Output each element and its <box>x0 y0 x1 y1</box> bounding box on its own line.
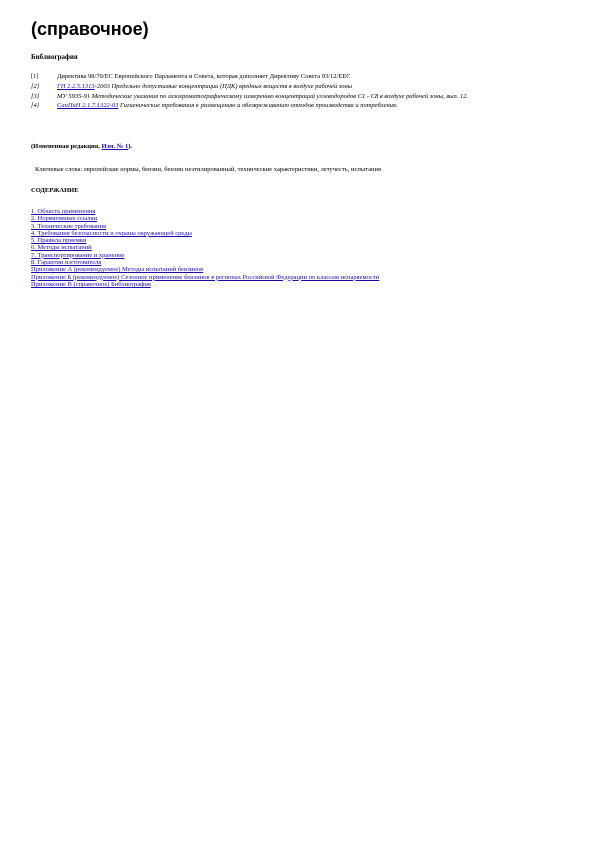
toc-link[interactable]: Приложение Б (рекомендуемое) Сезонное применение бензинов в регионах Российской Федерации по классам испаряемости <box>31 273 380 281</box>
toc-link[interactable]: 4. Требования безопасности и охраны окружающей среды <box>31 229 192 237</box>
toc-link[interactable]: 7. Транспортирование и хранение <box>31 251 125 259</box>
toc-link[interactable]: 8. Гарантии изготовителя <box>31 259 102 267</box>
toc-link[interactable]: 5. Правила приемки <box>31 237 87 245</box>
reference-text <box>57 83 561 92</box>
reference-link[interactable]: ГН 2.2.5.1313 <box>57 82 95 90</box>
reference-item <box>31 93 561 102</box>
reference-item <box>31 102 561 111</box>
bibliography-heading: Библиография <box>31 53 78 61</box>
reference-text: МУ 5935-91 Методические указания по газохроматографическому измерению концентраций углеводородов С1 - С8 в воздухе рабочей зоны, вып. 12. <box>57 92 469 100</box>
reference-text <box>57 102 561 111</box>
reference-link[interactable]: СанПиН 2.1.7.1322-03 <box>57 102 119 110</box>
toc-link[interactable]: 1. Область применения <box>31 208 96 215</box>
reference-number: [3] <box>31 92 40 100</box>
toc-link[interactable]: 6. Методы испытаний <box>31 244 92 252</box>
amendment-link[interactable]: Изм. № 1 <box>101 143 129 150</box>
reference-number: [4] <box>31 102 40 110</box>
toc-link[interactable]: 3. Технические требования <box>31 222 107 230</box>
reference-item <box>31 83 561 92</box>
keywords: Ключевые слова: европейские нормы, бензин, бензин неэтилированный, технические характеристики, летучесть, испытания <box>35 166 381 173</box>
table-of-contents <box>31 208 561 288</box>
reference-title: Гигиенические требования к размещению и обезвреживанию отходов производства и потребления. <box>118 102 398 110</box>
toc-title: СОДЕРЖАНИЕ <box>31 187 79 194</box>
page-title: (справочное) <box>31 19 149 39</box>
reference-number: [1] <box>31 73 39 80</box>
reference-list <box>31 73 561 112</box>
reference-text: Директива 98/70/ЕС Европейского Парламента и Совета, которая дополняет Директиву Совета 93/12/ЕЕС <box>57 73 351 80</box>
toc-link[interactable]: 2. Нормативные ссылки <box>31 215 98 223</box>
toc-link[interactable]: Приложение В (справочное) Библиография <box>31 280 151 288</box>
edition-note <box>31 143 132 150</box>
toc-link[interactable]: Приложение А (рекомендуемое) Методы испытаний бензинов <box>31 266 204 274</box>
edition-prefix: (Измененная редакция, <box>31 143 102 150</box>
reference-title: -2003 Предельно допустимые концентрации (ПДК) вредных веществ в воздухе рабочей зоны <box>94 82 353 90</box>
reference-item <box>31 73 561 82</box>
reference-number: [2] <box>31 82 40 90</box>
edition-suffix: ). <box>128 143 132 150</box>
